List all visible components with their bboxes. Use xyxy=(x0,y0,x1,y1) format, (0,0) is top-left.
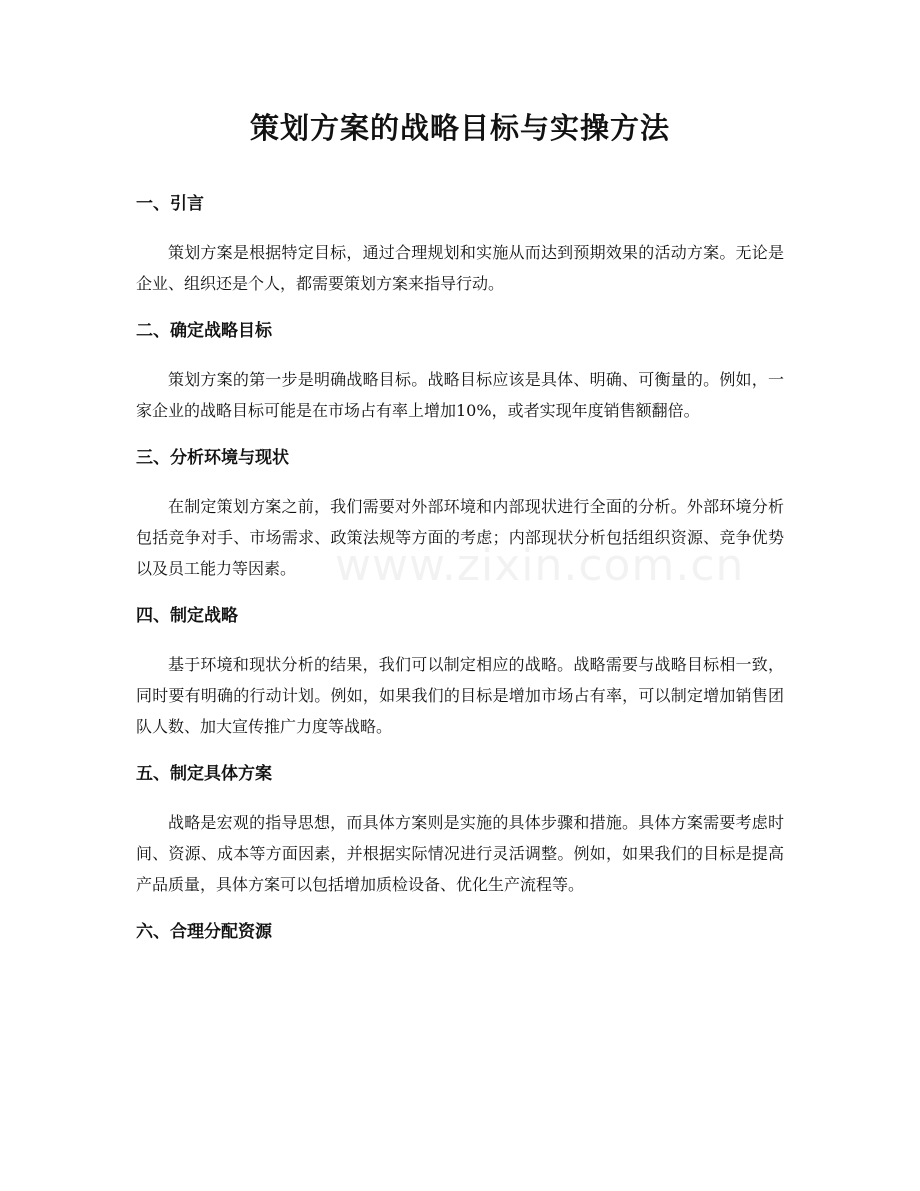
section-strategy xyxy=(136,604,784,742)
section-body: 基于环境和现状分析的结果，我们可以制定相应的战略。战略需要与战略目标相一致，同时要有明确的行动计划。例如，如果我们的目标是增加市场占有率，可以制定增加销售团队人数、加大宣传推广力度等战略。 xyxy=(136,655,784,736)
document-title: 策划方案的战略目标与实操方法 xyxy=(249,111,670,145)
section-heading: 三、分析环境与现状 xyxy=(136,448,289,468)
section-heading: 六、合理分配资源 xyxy=(136,922,272,942)
section-heading: 五、制定具体方案 xyxy=(136,764,272,784)
section-specific-plan xyxy=(136,762,784,900)
section-body: 在制定策划方案之前，我们需要对外部环境和内部现状进行全面的分析。外部环境分析包括竞争对手、市场需求、政策法规等方面的考虑；内部现状分析包括组织资源、竞争优势以及员工能力等因素。 xyxy=(136,497,784,578)
section-introduction xyxy=(136,192,784,299)
section-heading: 一、引言 xyxy=(136,194,204,214)
watermark-text: www.zixin.com.cn xyxy=(335,540,745,591)
section-body: 战略是宏观的指导思想，而具体方案则是实施的具体步骤和措施。具体方案需要考虑时间、资源、成本等方面因素，并根据实际情况进行灵活调整。例如，如果我们的目标是提高产品质量，具体方案可以包括增加质检设备、优化生产流程等。 xyxy=(136,813,784,894)
section-body: 策划方案的第一步是明确战略目标。战略目标应该是具体、明确、可衡量的。例如，一家企业的战略目标可能是在市场占有率上增加10%，或者实现年度销售额翻倍。 xyxy=(136,370,784,420)
section-heading: 四、制定战略 xyxy=(136,606,238,626)
section-body: 策划方案是根据特定目标，通过合理规划和实施从而达到预期效果的活动方案。无论是企业、组织还是个人，都需要策划方案来指导行动。 xyxy=(136,243,784,293)
section-resource-allocation xyxy=(136,920,784,944)
section-strategic-goals xyxy=(136,319,784,426)
section-environment-analysis xyxy=(136,446,784,584)
section-heading: 二、确定战略目标 xyxy=(136,321,272,341)
